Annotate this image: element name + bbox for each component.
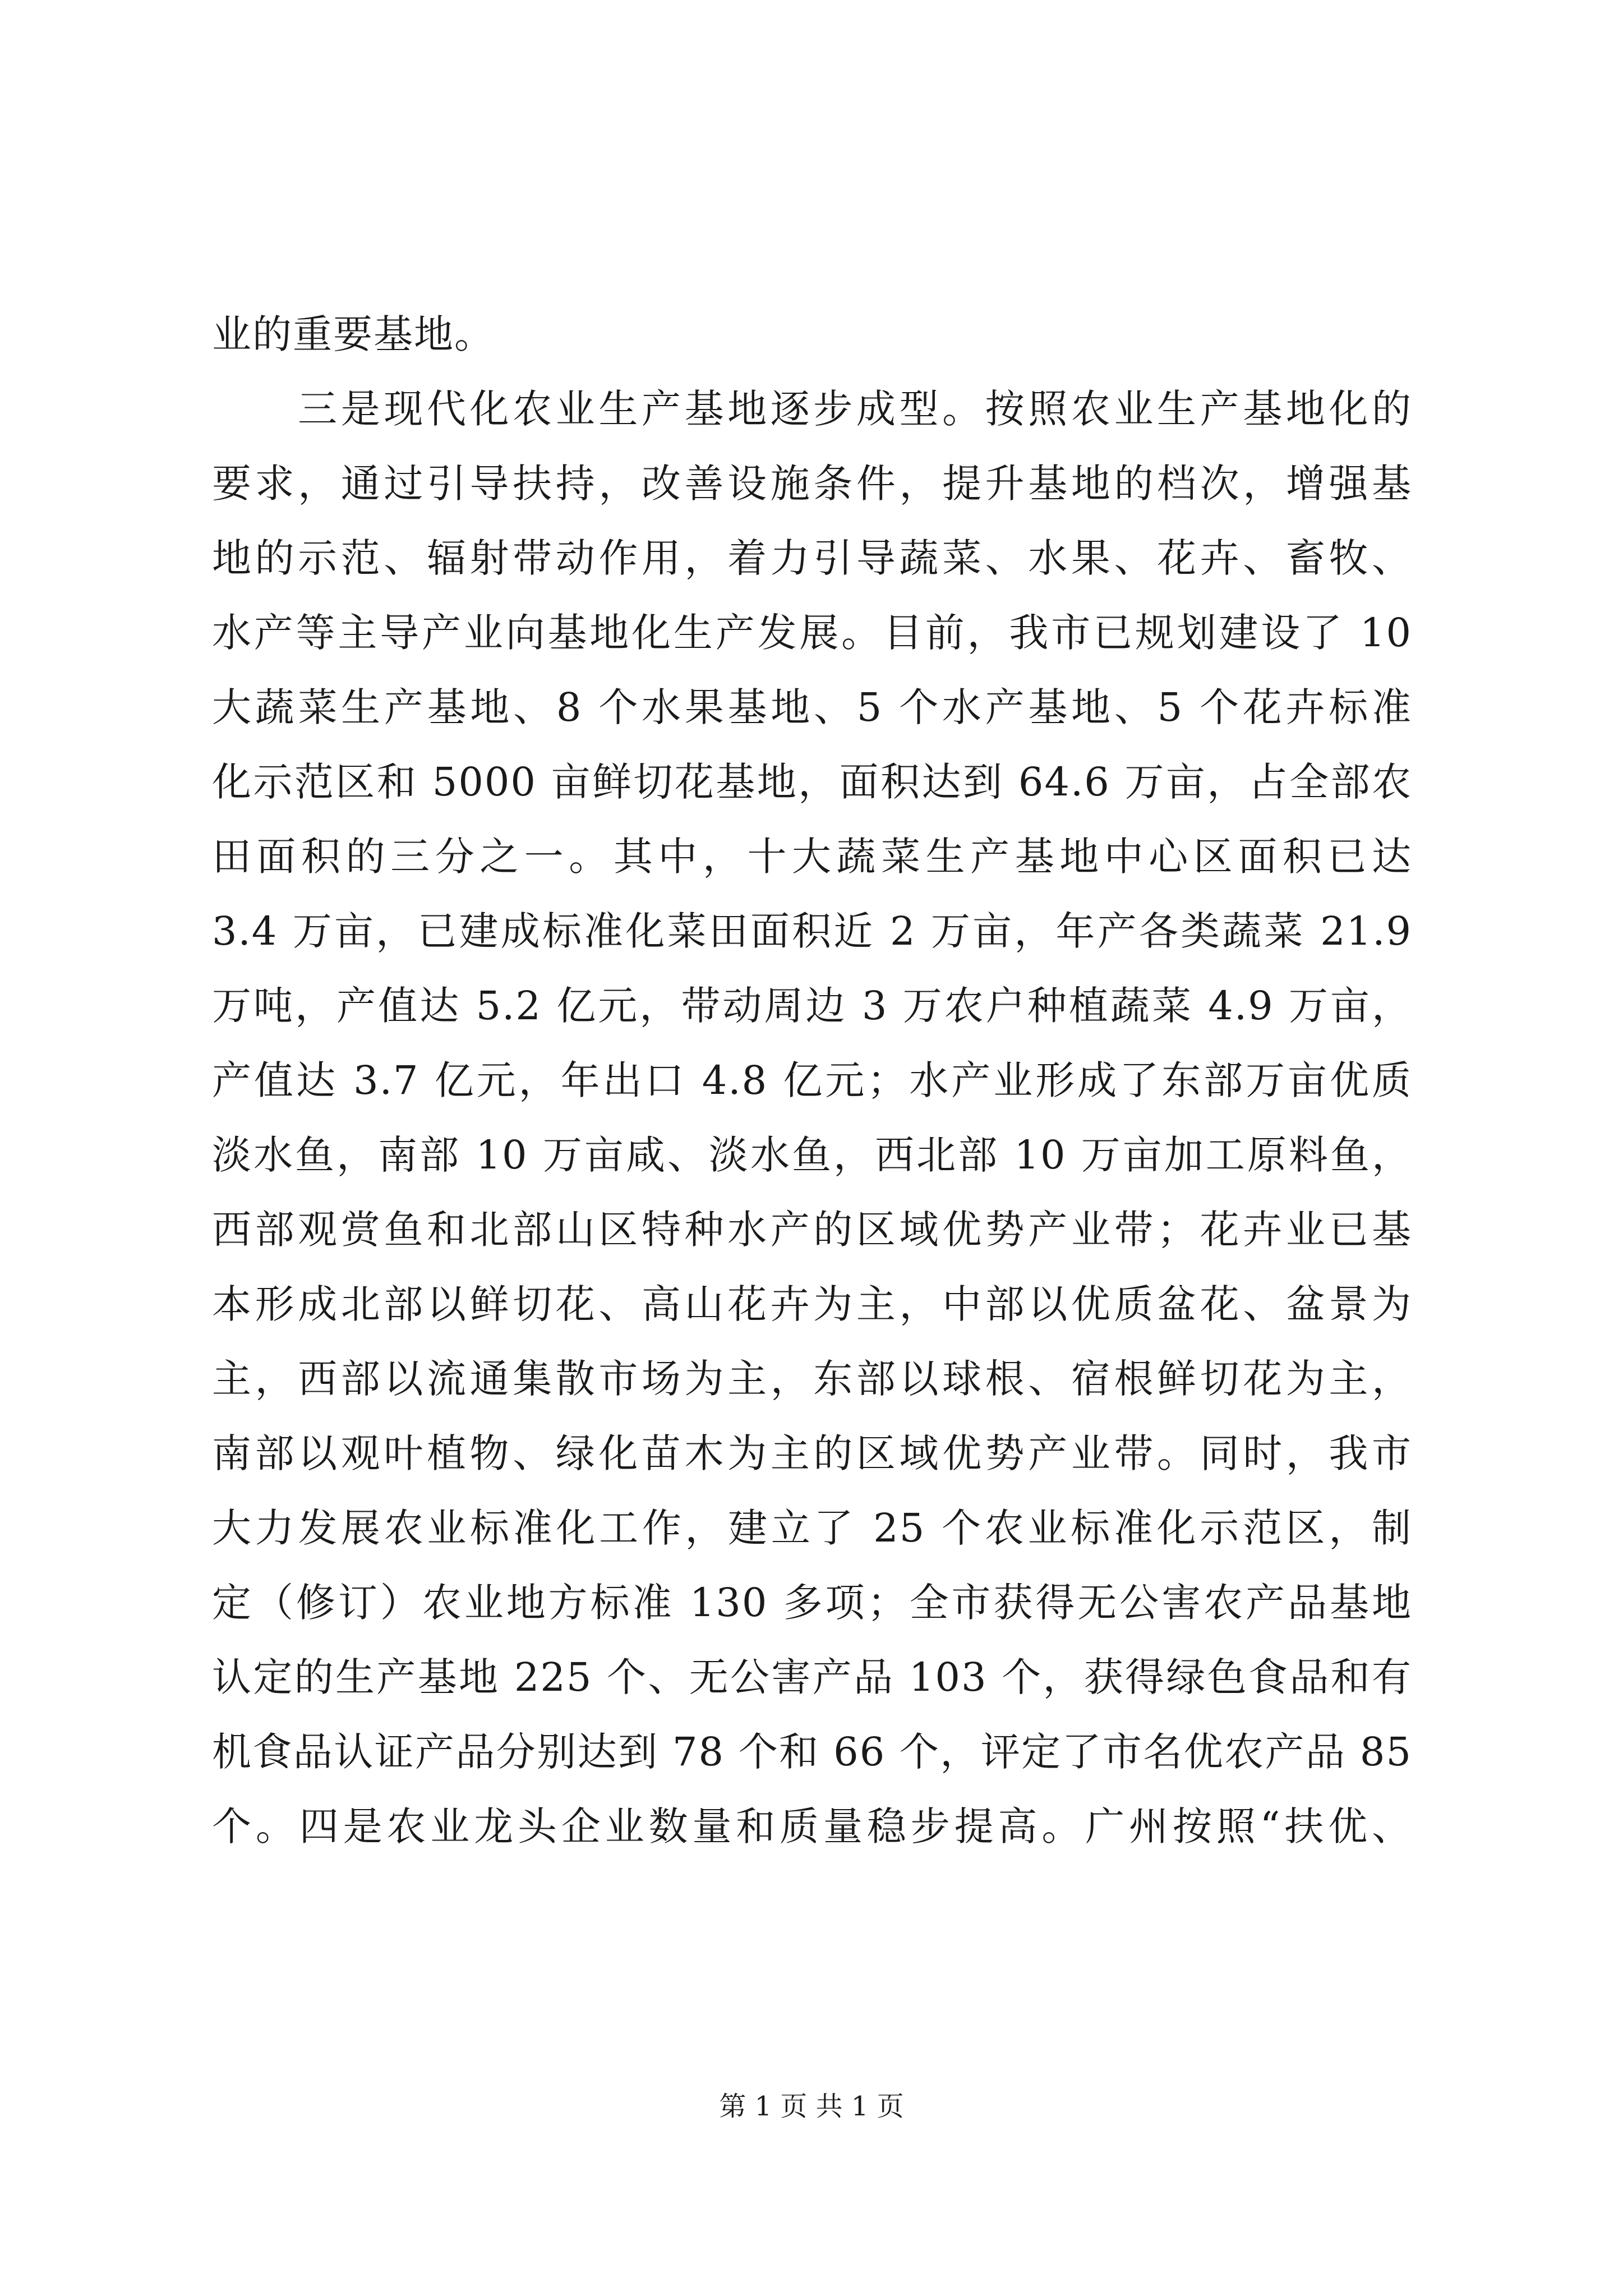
text-line: 机食品认证产品分别达到 78 个和 66 个，评定了市名优农产品 85	[212, 1729, 1412, 1775]
text-line: 水产等主导产业向基地化生产发展。目前，我市已规划建设了 10	[212, 610, 1412, 656]
text-line: 万吨，产值达 5.2 亿元，带动周边 3 万农户种植蔬菜 4.9 万亩，	[212, 983, 1412, 1029]
text-line: 淡水鱼，南部 10 万亩咸、淡水鱼，西北部 10 万亩加工原料鱼，	[212, 1132, 1412, 1178]
text-line: 西部观赏鱼和北部山区特种水产的区域优势产业带；花卉业已基	[212, 1207, 1412, 1253]
text-line: 田面积的三分之一。其中，十大蔬菜生产基地中心区面积已达	[212, 834, 1412, 880]
text-line: 地的示范、辐射带动作用，着力引导蔬菜、水果、花卉、畜牧、	[212, 535, 1412, 581]
text-line: 3.4 万亩，已建成标准化菜田面积近 2 万亩，年产各类蔬菜 21.9	[212, 908, 1412, 954]
text-line: 要求，通过引导扶持，改善设施条件，提升基地的档次，增强基	[212, 461, 1412, 507]
text-line: 业的重要基地。	[212, 311, 495, 357]
document-body	[212, 297, 1412, 1864]
text-line: 认定的生产基地 225 个、无公害产品 103 个，获得绿色食品和有	[212, 1654, 1412, 1700]
text-line: 大蔬菜生产基地、8 个水果基地、5 个水产基地、5 个花卉标准	[212, 684, 1412, 730]
text-line: 本形成北部以鲜切花、高山花卉为主，中部以优质盆花、盆景为	[212, 1281, 1412, 1327]
text-line: 大力发展农业标准化工作，建立了 25 个农业标准化示范区，制	[212, 1505, 1412, 1551]
text-line: 定（修订）农业地方标准 130 多项；全市获得无公害农产品基地	[212, 1580, 1412, 1626]
text-line: 产值达 3.7 亿元，年出口 4.8 亿元；水产业形成了东部万亩优质	[212, 1057, 1412, 1103]
text-line: 三是现代化农业生产基地逐步成型。按照农业生产基地化的	[212, 386, 1412, 432]
text-line: 主，西部以流通集散市场为主，东部以球根、宿根鲜切花为主，	[212, 1356, 1412, 1402]
page-number-footer: 第 1 页 共 1 页	[719, 2091, 904, 2122]
text-line: 南部以观叶植物、绿化苗木为主的区域优势产业带。同时，我市	[212, 1430, 1412, 1476]
text-line: 化示范区和 5000 亩鲜切花基地，面积达到 64.6 万亩，占全部农	[212, 759, 1412, 805]
text-line: 个。四是农业龙头企业数量和质量稳步提高。广州按照“扶优、	[212, 1803, 1412, 1849]
